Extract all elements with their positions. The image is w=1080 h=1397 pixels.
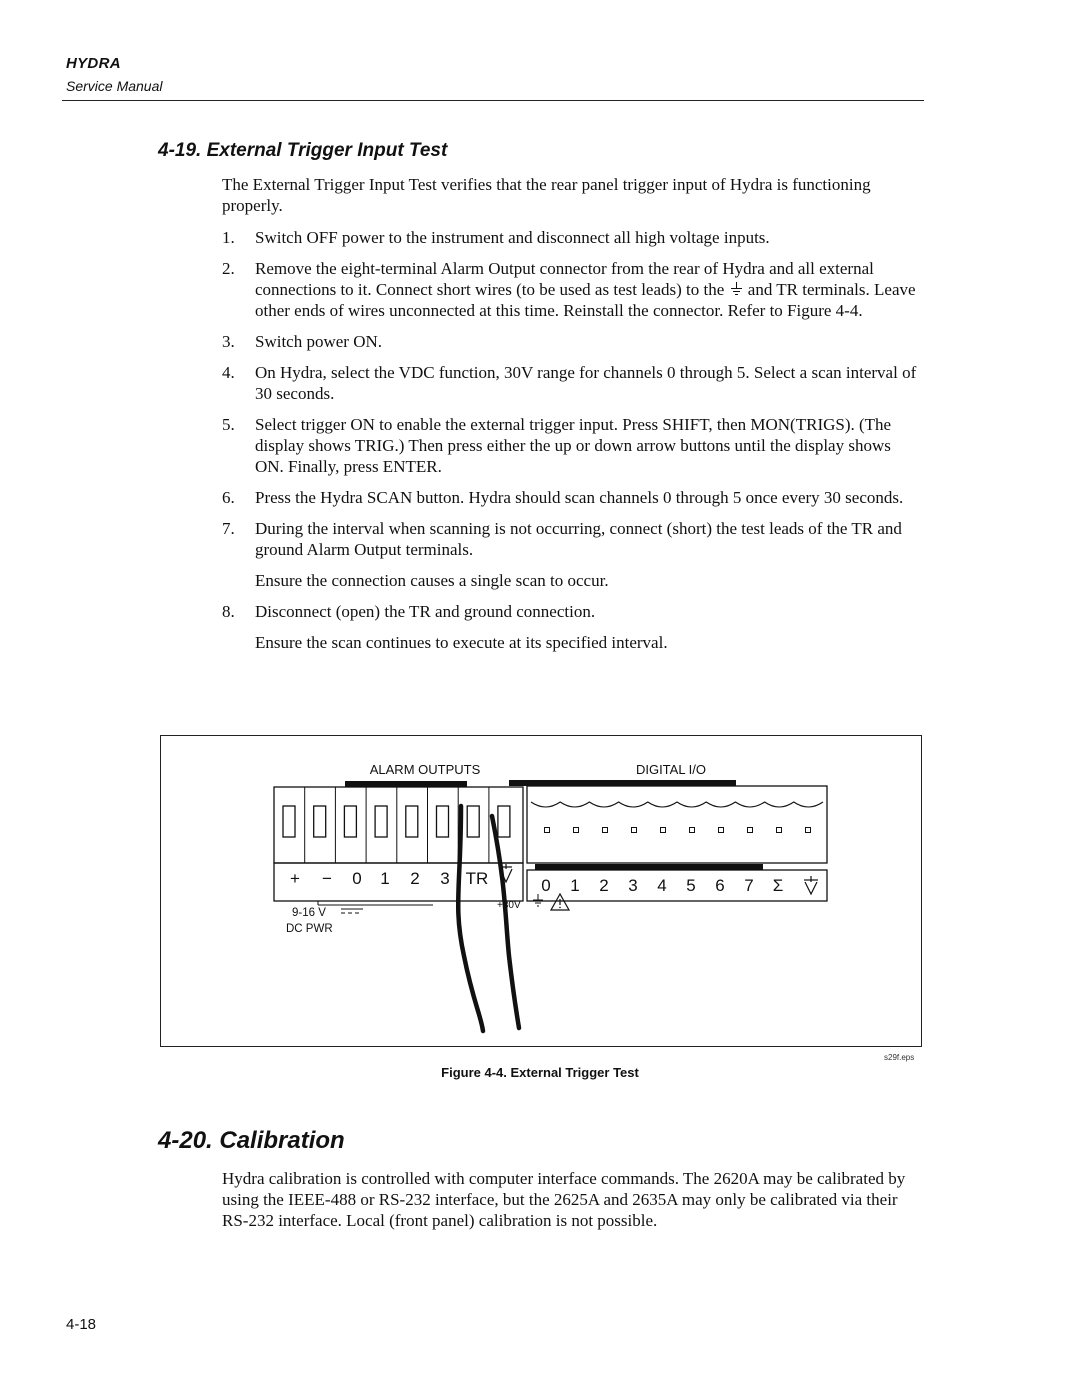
step-number: 4. [222,363,235,382]
calibration-text: Hydra calibration is controlled with computer interface commands. The 2620A may be calibrated by using the IEEE-488 or RS-232 interface, but the 2625A and 2635A may only be calibrated via their RS-232 interface. Local (front panel) calibration is not possible. [222,1169,906,1230]
step-note: Ensure the connection causes a single scan to occur. [255,571,609,590]
step-note: Ensure the scan continues to execute at its specified interval. [255,633,668,652]
digital-pin [806,828,811,833]
connector-diagram [161,736,923,1048]
figure-external-trigger [160,735,922,1047]
digital-pin [545,828,550,833]
manual-subtitle: Service Manual [66,78,163,94]
procedure-step [222,258,917,321]
step-number: 7. [222,519,235,538]
step-text: Select trigger ON to enable the external trigger input. Press SHIFT, then MON(TRIGS). (The display shows TRIG.) Then press either the up or down arrow buttons until the display shows ON. Finally, press ENTER. [255,415,892,476]
digital-terminal-label: 6 [715,876,725,895]
alarm-terminal-label: 1 [380,869,390,888]
terminal-screw-slot [375,806,387,837]
digital-terminal-label: 3 [628,876,638,895]
step-text: Remove the eight-terminal Alarm Output connector from the rear of Hydra and all external connections to it. Connect short wires (to be used as test leads) to the [255,259,874,299]
ground-icon [533,894,543,906]
alarm-terminal-blocks [283,787,510,863]
digital-terminal-label: 5 [686,876,696,895]
alarm-terminal-label: − [322,869,332,888]
digital-terminal-labels [541,876,783,895]
step-text-continued: and TR terminals. Leave other ends of wires unconnected at this time. Reinstall the connector. Refer to Figure 4-4. [255,280,916,320]
digital-pin [574,828,579,833]
terminal-screw-slot [314,806,326,837]
terminal-screw-slot [467,806,479,837]
step-text: Press the Hydra SCAN button. Hydra should scan channels 0 through 5 once every 30 seconds. [255,488,904,507]
digital-pin [690,828,695,833]
section-title-external-trigger: 4-19. External Trigger Input Test [158,140,448,161]
step-text: Switch OFF power to the instrument and disconnect all high voltage inputs. [255,228,770,247]
ground-icon [730,281,743,297]
test-lead-wire-ground [492,816,519,1028]
terminal-screw-slot [406,806,418,837]
terminal-screw-slot [437,806,449,837]
alarm-terminal-label: 3 [440,869,450,888]
test-lead-wire-tr [458,806,483,1031]
terminal-screw-slot [498,806,510,837]
section-intro: The External Trigger Input Test verifies that the rear panel trigger input of Hydra is functioning properly. [222,175,871,215]
digital-terminal-label: 4 [657,876,667,895]
header-rule [62,100,924,101]
figure-caption: Figure 4-4. External Trigger Test [441,1065,639,1080]
alarm-terminal-label: 2 [410,869,420,888]
digital-ground-icon [804,876,818,894]
alarm-connector [274,787,523,863]
step-number: 8. [222,602,235,621]
page-number: 4-18 [66,1316,97,1333]
step-text: Disconnect (open) the TR and ground connection. [255,602,596,621]
step-number: 3. [222,332,235,351]
digital-terminal-label: 7 [744,876,754,895]
digital-pins [545,828,811,833]
dc-pwr-label: DC PWR [286,923,333,935]
digital-terminal-label: 2 [599,876,609,895]
alarm-terminal-label: + [290,869,300,888]
plus-30v-label: +30V [497,900,521,911]
digital-header-bar [509,780,736,786]
procedure-step [222,518,917,591]
warning-icon [551,894,569,910]
procedure-step [222,227,917,248]
alarm-outputs-label: ALARM OUTPUTS [369,762,481,777]
procedure-step [222,487,917,508]
procedure-step [222,362,917,404]
step-text: Switch power ON. [255,332,383,351]
terminal-screw-slot [344,806,356,837]
digital-connector-ridge [531,802,823,807]
step-number: 1. [222,228,235,247]
step-number: 6. [222,488,235,507]
procedure-step [222,331,917,352]
power-label: 9-16 V [292,907,326,919]
procedure-steps [222,227,917,663]
digital-pin [632,828,637,833]
step-text: On Hydra, select the VDC function, 30V range for channels 0 through 5. Select a scan interval of 30 seconds. [255,363,917,403]
procedure-step [222,414,917,477]
digital-pin [748,828,753,833]
step-text: During the interval when scanning is not occurring, connect (short) the test leads of the TR and ground Alarm Output terminals. [255,519,902,559]
digital-footer-bar [535,864,763,870]
figure-file-name: s29f.eps [884,1053,915,1062]
digital-io-label: DIGITAL I/O [635,762,707,777]
digital-pin [661,828,666,833]
digital-pin [603,828,608,833]
digital-terminal-label: Σ [772,876,784,895]
digital-connector [527,786,827,863]
digital-terminal-label: 1 [570,876,580,895]
alarm-terminal-label: TR [465,869,489,888]
terminal-screw-slot [283,806,295,837]
step-number: 2. [222,259,235,278]
digital-pin [777,828,782,833]
alarm-header-bar [345,781,467,787]
digital-pin [719,828,724,833]
alarm-terminal-label: 0 [352,869,362,888]
digital-terminal-label: 0 [541,876,551,895]
section-title-calibration: 4-20. Calibration [158,1127,345,1154]
step-number: 5. [222,415,235,434]
dc-symbol-icon [341,909,363,913]
manual-brand: HYDRA [66,55,121,72]
procedure-step [222,601,917,653]
